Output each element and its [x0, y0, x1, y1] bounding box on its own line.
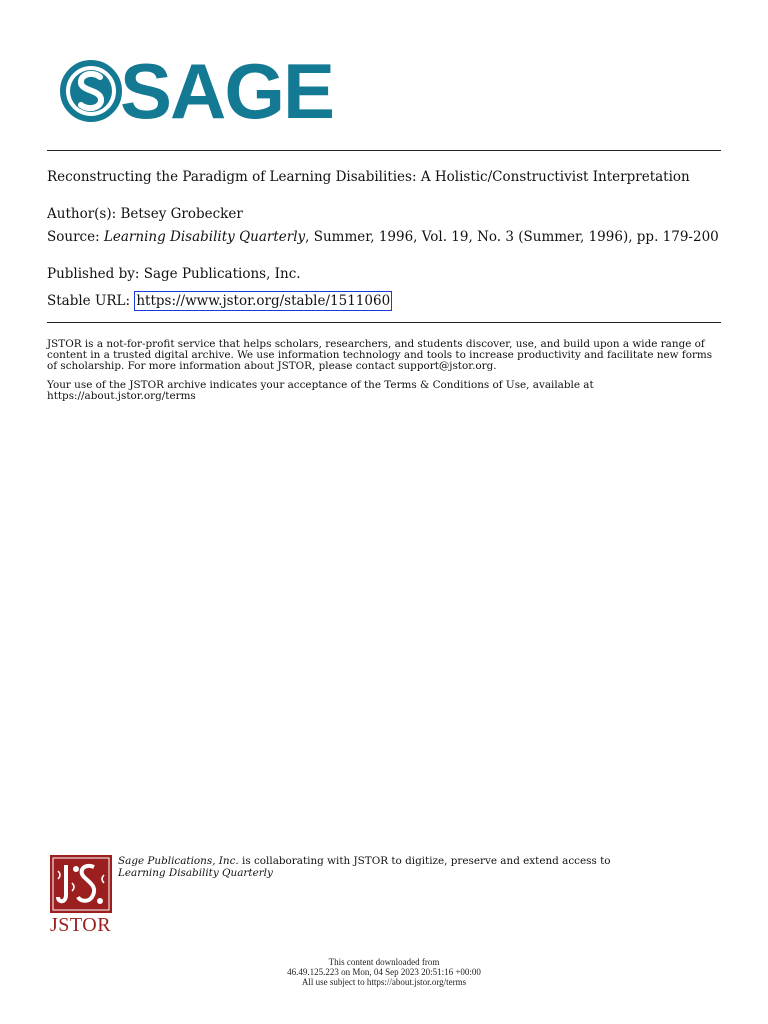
source-details: , Summer, 1996, Vol. 19, No. 3 (Summer, 1996), pp. 179-200 [305, 229, 719, 245]
footer-line-3: All use subject to https://about.jstor.org/terms [301, 977, 467, 987]
stable-url-link[interactable]: https://www.jstor.org/stable/1511060 [136, 293, 391, 309]
jstor-seal-icon [50, 855, 112, 913]
publisher-line [47, 267, 719, 281]
publisher-label: Published by: [47, 266, 140, 282]
sage-wordmark: SAGE [120, 47, 334, 135]
footer-line-1: This content downloaded from [328, 957, 440, 967]
footer-line-2: 46.49.125.223 on Mon, 04 Sep 2023 20:51:16 +00:00 [287, 967, 481, 977]
jstor-logo [50, 855, 114, 936]
collab-publisher: Sage Publications, Inc. [118, 855, 239, 867]
source-line [47, 230, 719, 244]
authors-value: Betsey Grobecker [120, 206, 243, 222]
bottom-divider [47, 322, 721, 323]
collaboration-note [118, 856, 718, 879]
publisher-value: Sage Publications, Inc. [143, 266, 301, 282]
source-label: Source: [47, 229, 100, 245]
authors-line [47, 207, 719, 221]
sage-s-circle-icon [60, 55, 122, 127]
source-journal: Learning Disability Quarterly [103, 229, 306, 245]
top-divider [47, 150, 721, 151]
stable-url-line [47, 294, 719, 308]
jstor-about-notice: JSTOR is a not-for-profit service that helps scholars, researchers, and students discover, use, and build upon a wide range of content in a trusted digital archive. We use information technology and tools to increase productivity and facilitate new forms of scholarship. For more information about JSTOR, please contact support@jstor.org. [47, 338, 713, 372]
jstor-wordmark: JSTOR [50, 914, 112, 936]
article-title: Reconstructing the Paradigm of Learning Disabilities: A Holistic/Constructivist Interpretation [47, 169, 690, 185]
stable-url-label: Stable URL: [47, 293, 131, 309]
collab-text: is collaborating with JSTOR to digitize, preserve and extend access to [238, 855, 611, 867]
authors-label: Author(s): [47, 206, 117, 222]
sage-logo [60, 47, 334, 135]
collab-journal: Learning Disability Quarterly [118, 866, 273, 879]
terms-notice: Your use of the JSTOR archive indicates your acceptance of the Terms & Conditions of Use, available at https://about.jstor.org/terms [47, 379, 594, 402]
download-footer [0, 957, 768, 987]
